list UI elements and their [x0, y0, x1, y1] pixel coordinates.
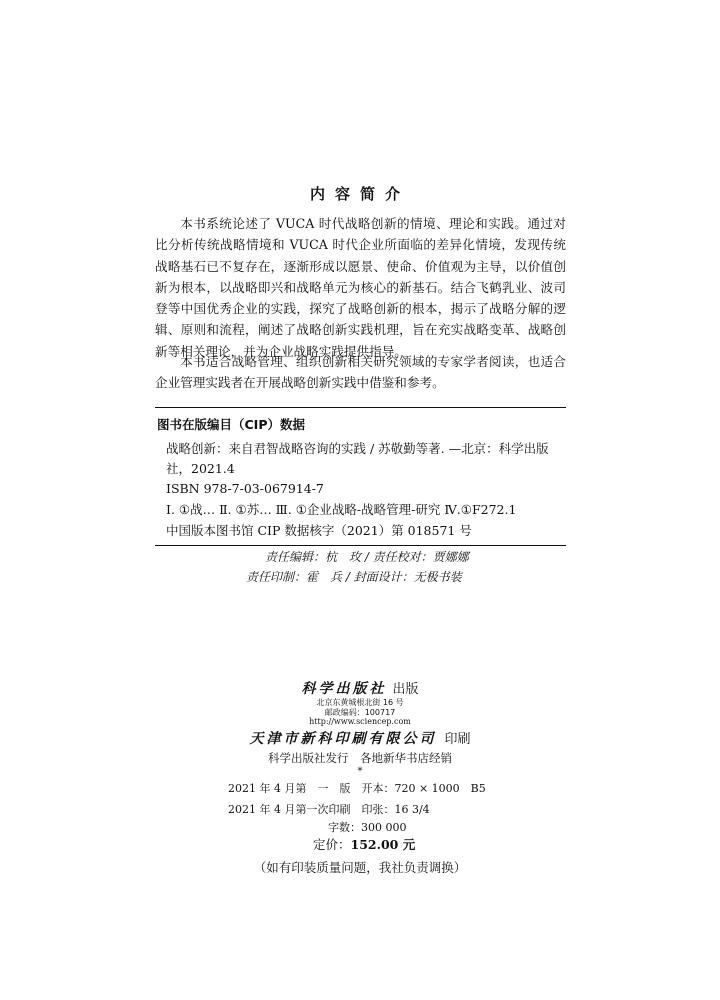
- cip-bottom-rule: [155, 545, 566, 546]
- distribution-line: 科学出版社发行 各地新华书店经销: [268, 751, 452, 765]
- price-value: 152.00 元: [350, 837, 416, 852]
- credits-editor-line: 责任编辑：杭 玫 / 责任校对：贾娜娜: [265, 550, 469, 564]
- cip-isbn: ISBN 978-7-03-067914-7: [166, 481, 324, 496]
- publisher-address: 北京东黄城根北街 16 号: [316, 698, 404, 707]
- quality-notice: （如有印装质量问题，我社负责调换）: [253, 860, 467, 875]
- price-line: [313, 835, 415, 853]
- cip-description: 战略创新：来自君智战略咨询的实践 / 苏敬勤等著. —北京：科学出版社，2021.4: [166, 441, 549, 476]
- credits-print-line: 责任印制：霍 兵 / 封面设计：无极书装: [246, 570, 462, 584]
- separator-star: *: [357, 766, 363, 777]
- printer-suffix: 印刷: [444, 732, 471, 747]
- publisher-website: http://www.sciencep.com: [309, 717, 411, 726]
- intro-title: 内容简介: [309, 185, 410, 203]
- cip-top-rule: [155, 407, 566, 408]
- intro-paragraph-1: 本书系统论述了 VUCA 时代战略创新的情境、理论和实践。通过对比分析传统战略情境和 VUCA 时代企业所面临的差异化情境，发现传统战略基石已不复存在，逐渐形成以愿景、使命、价值观为主导，以价值创新为根本，以战略即兴和战略单元为核心的新基石。结合飞鹤乳业、波司登等中国优秀企业的实践，探究了战略创新的根本，揭示了战略分解的逻辑、原则和流程，阐述了战略创新实践机理，旨在充实战略变革、战略创新等相关理论，并为企业战略实践提供指导。: [155, 216, 566, 359]
- printer-name: 天津市新科印刷有限公司: [249, 731, 437, 747]
- publisher-name: 科学出版社: [301, 681, 387, 697]
- price-label: 定价：: [313, 837, 351, 852]
- printing-line: 2021 年 4 月第一次印刷 印张：16 3/4: [228, 803, 430, 816]
- edition-line: 2021 年 4 月第 一 版 开本：720 × 1000 B5: [228, 782, 486, 795]
- intro-paragraph-2: 本书适合战略管理、组织创新相关研究领域的专家学者阅读，也适合企业管理实践者在开展战略创新实践中借鉴和参考。: [155, 354, 566, 391]
- printer-line: [0, 728, 720, 748]
- cip-data-number: 中国版本图书馆 CIP 数据核字（2021）第 018571 号: [166, 523, 472, 538]
- publisher-postcode: 邮政编码：100717: [324, 708, 396, 717]
- cip-heading: 图书在版编目（CIP）数据: [157, 417, 305, 432]
- word-count: 字数：300 000: [328, 821, 407, 834]
- cip-classification: Ⅰ. ①战… Ⅱ. ①苏… Ⅲ. ①企业战略-战略管理-研究 Ⅳ.①F272.1: [166, 502, 517, 517]
- publisher-line: [0, 678, 720, 698]
- publisher-suffix: 出版: [392, 682, 419, 697]
